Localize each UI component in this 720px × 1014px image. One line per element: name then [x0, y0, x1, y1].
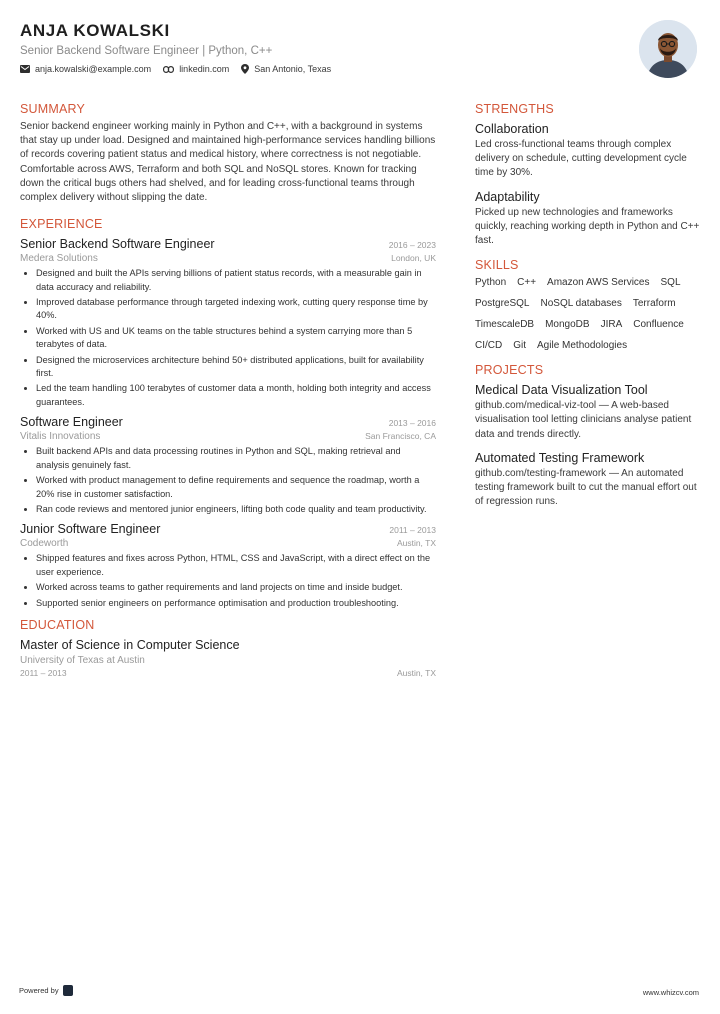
footer-site[interactable]: www.whizcv.com — [642, 988, 699, 997]
powered-by-label: Powered by — [19, 986, 59, 995]
linkedin-text: linkedin.com — [179, 64, 230, 74]
contact-email[interactable] — [20, 64, 151, 74]
whizcv-logo-icon — [63, 985, 73, 996]
bullet-item: • Led the team handling 100 terabytes of customer data a month, holding both integrity and access guarantees. — [36, 382, 436, 409]
project-title: Medical Data Visualization Tool — [475, 383, 648, 398]
company-name: Vitalis Innovations — [20, 431, 101, 443]
bullet-item: • Ran code reviews and mentored junior engineers, lifting both code quality and team productivity. — [36, 503, 436, 516]
summary-section — [20, 102, 436, 205]
bullet-item: • Designed the microservices architecture behind 50+ distributed applications, built for availability first. — [36, 354, 436, 381]
company-name: Codeworth — [20, 538, 69, 550]
degree-title: Master of Science in Computer Science — [20, 637, 240, 652]
skill-tag: PostgreSQL — [475, 298, 530, 310]
strengths-section — [475, 102, 700, 248]
contact-bar — [20, 64, 343, 74]
candidate-name: ANJA KOWALSKI — [20, 21, 170, 40]
job-entry — [20, 237, 436, 409]
skills-heading: SKILLS — [475, 258, 519, 273]
right-column — [475, 102, 700, 509]
strength-text: Picked up new technologies and frameworks quickly, reaching working depth in Python and C++ fast. — [475, 206, 700, 247]
skill-tag: Amazon AWS Services — [547, 277, 650, 289]
email-text: anja.kowalski@example.com — [35, 64, 152, 74]
company-name: Medera Solutions — [20, 253, 98, 265]
education-location: Austin, TX — [396, 667, 436, 678]
skill-tag: Confluence — [633, 319, 684, 331]
job-bullets — [20, 445, 436, 516]
job-dates: 2011 – 2013 — [389, 525, 436, 536]
school-name: University of Texas at Austin — [20, 654, 145, 666]
skill-tag: JIRA — [600, 319, 623, 331]
project-text: github.com/testing-framework — An automated testing framework built to cut the manual effort out of regression runs. — [475, 467, 697, 508]
location-pin-icon — [241, 64, 249, 74]
left-column — [20, 102, 436, 678]
job-location: London, UK — [391, 253, 436, 264]
project-title: Automated Testing Framework — [475, 450, 645, 465]
project-text: github.com/medical-viz-tool — A web-based visualisation tool letting clinicians analyse patient data and trends directly. — [475, 400, 692, 440]
job-entry — [20, 522, 436, 610]
contact-location — [241, 64, 331, 74]
skill-tag: Python — [475, 277, 507, 289]
projects-heading: PROJECTS — [475, 363, 544, 378]
job-bullets — [20, 552, 436, 610]
skills-section — [475, 258, 700, 361]
education-section — [20, 618, 436, 678]
job-dates: 2016 – 2023 — [388, 240, 436, 251]
location-text: San Antonio, Texas — [254, 64, 332, 74]
skill-tag: SQL — [660, 277, 681, 289]
job-location: San Francisco, CA — [365, 431, 436, 442]
job-bullets — [20, 267, 436, 409]
bullet-item: • Shipped features and fixes across Python, HTML, CSS and JavaScript, with a direct effect on the user experience. — [36, 552, 436, 579]
skills-list — [475, 277, 700, 361]
skill-tag: Git — [513, 340, 527, 352]
person-avatar-icon — [639, 20, 697, 78]
summary-heading: SUMMARY — [20, 102, 86, 116]
bullet-item: • Improved database performance through targeted indexing work, cutting query response time by 40%. — [36, 296, 436, 323]
contact-linkedin[interactable] — [163, 64, 229, 74]
education-dates: 2011 – 2013 — [20, 667, 67, 678]
summary-text: Senior backend engineer working mainly in Python and C++, with a background in systems that stay up under load. Designed and maintained high-performance services handling billions of records covering patient status and medical history, where correctness is not negotiable. Comfortable across AWS, Terraform and both SQL and NoSQL stores. Known for tracking down the critical bugs others had shelved, and for leading cross-functional teams through complex delivery without slipping the date. — [20, 121, 436, 204]
job-location: Austin, TX — [396, 538, 436, 549]
skill-tag: C++ — [517, 277, 537, 289]
experience-section — [20, 217, 436, 610]
job-title: Senior Backend Software Engineer — [20, 237, 215, 252]
bullet-item: • Built backend APIs and data processing routines in Python and SQL, making retrieval and analysis genuinely fast. — [36, 445, 436, 472]
strengths-heading: STRENGTHS — [475, 102, 554, 116]
headline: Senior Backend Software Engineer | Python, C++ — [20, 45, 273, 57]
strength-title: Adaptability — [475, 189, 540, 204]
projects-section — [475, 363, 700, 509]
footer-powered-by[interactable] — [19, 985, 73, 996]
skill-tag: NoSQL databases — [540, 298, 622, 310]
link-icon — [163, 66, 174, 73]
bullet-item: • Worked with US and UK teams on the table structures behind a system carrying more than 5 terabytes of data. — [36, 325, 436, 352]
bullet-item: • Designed and built the APIs serving billions of patient status records, with a measurable gain in data accuracy and reliability. — [36, 267, 436, 294]
education-entry — [20, 638, 436, 678]
bullet-item: • Worked with product management to define requirements and sequence the roadmap, worth a 20% rise in customer satisfaction. — [36, 474, 436, 501]
email-icon — [20, 65, 30, 73]
job-title: Software Engineer — [20, 415, 123, 430]
skill-tag: TimescaleDB — [475, 319, 535, 331]
job-dates: 2013 – 2016 — [388, 418, 436, 429]
bullet-item: • Supported senior engineers on performance optimisation and production troubleshooting. — [36, 597, 436, 610]
experience-heading: EXPERIENCE — [20, 217, 103, 232]
bullet-item: • Worked across teams to gather requirements and land projects on time and inside budget. — [36, 581, 436, 594]
avatar — [639, 20, 697, 78]
skill-tag: CI/CD — [475, 340, 503, 352]
job-entry — [20, 415, 436, 516]
job-title: Junior Software Engineer — [20, 522, 161, 537]
skill-tag: Agile Methodologies — [537, 340, 628, 352]
education-heading: EDUCATION — [20, 617, 95, 632]
skill-tag: MongoDB — [545, 319, 590, 331]
skill-tag: Terraform — [632, 298, 676, 310]
strength-text: Led cross-functional teams through complex delivery on schedule, cutting development cycle time by 30%. — [475, 139, 687, 179]
strength-title: Collaboration — [475, 122, 549, 136]
